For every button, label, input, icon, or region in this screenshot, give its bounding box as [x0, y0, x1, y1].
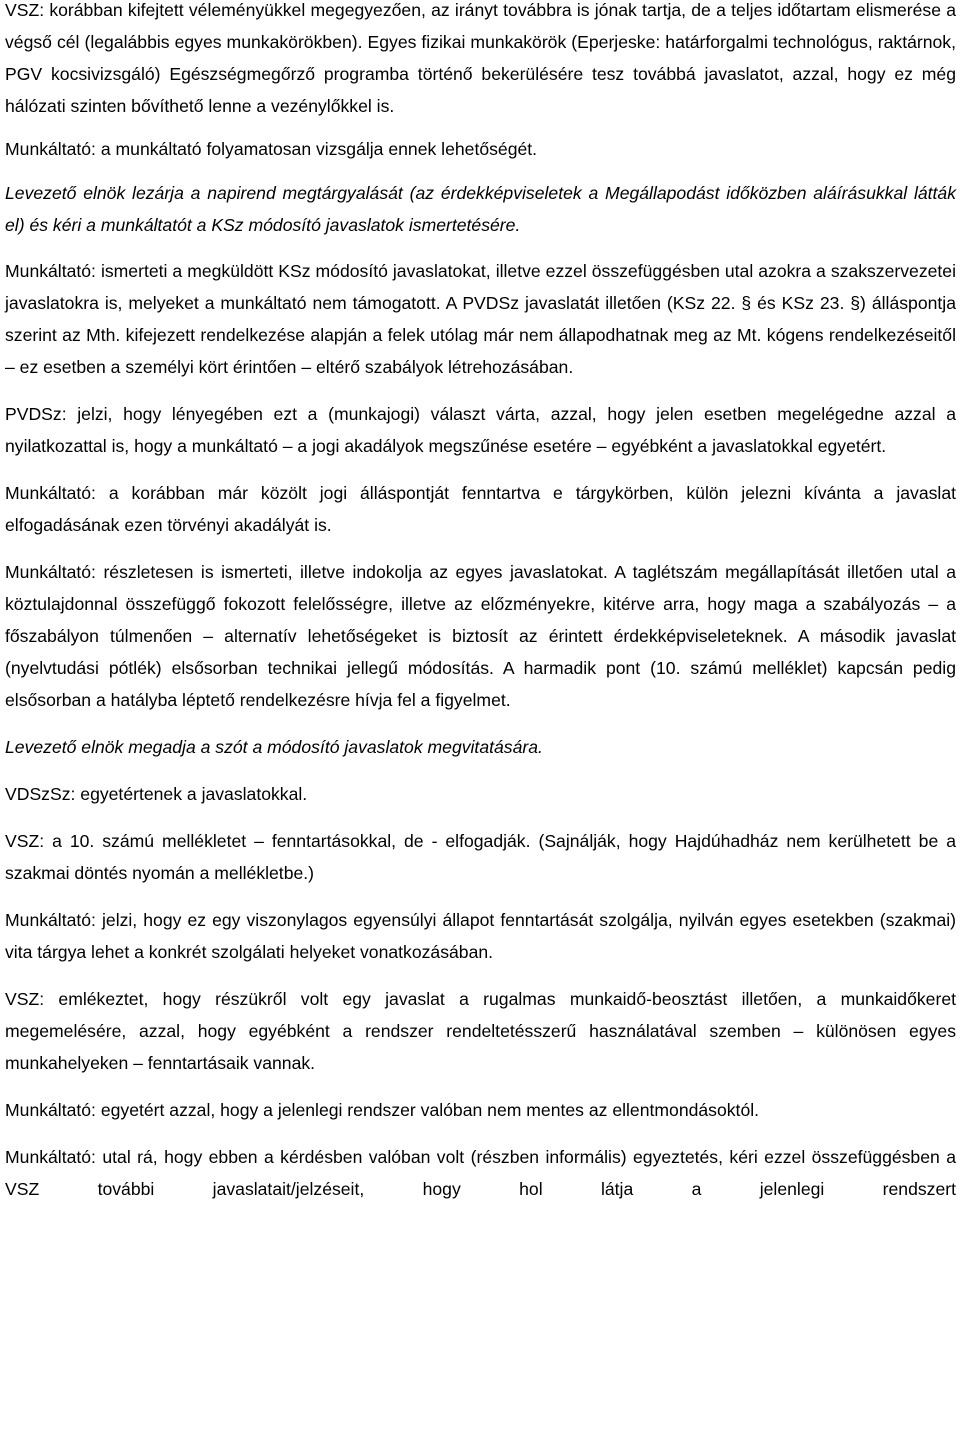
- paragraph-employer-details: Munkáltató: részletesen is ismerteti, illetve indokolja az egyes javaslatokat. A taglétszám megállapítását illetően utal a köztulajdonnal összefüggő fokozott felelősségre, illetve az előzményekre, kitérve arra, hogy maga a szabályozás – a főszabályon túlmenően – alternatív lehetőségeket is biztosít az érintett érdekképviseleteknek. A második javaslat (nyelvtudási pótlék) elsősorban technikai jellegű módosítás. A harmadik pont (10. számú melléklet) kapcsán pedig elsősorban a hatályba léptető rendelkezésre hívja fel a figyelmet.: [5, 562, 956, 710]
- paragraph-employer-refers-consultation: Munkáltató: utal rá, hogy ebben a kérdésben valóban volt (részben informális) egyeztetés, kéri ezzel összefüggésben a VSZ további javaslatait/jelzéseit, hogy hol látja a jelenlegi rendszert: [5, 1147, 956, 1199]
- paragraph-employer-agrees-contradictions: Munkáltató: egyetért azzal, hogy a jelenlegi rendszer valóban nem mentes az ellentmondásoktól.: [5, 1100, 760, 1120]
- paragraph-employer-balance: Munkáltató: jelzi, hogy ez egy viszonylagos egyensúlyi állapot fenntartását szolgálja, nyilván egyes esetekben (szakmai) vita tárgya lehet a konkrét szolgálati helyeket vonatkozásában.: [5, 910, 956, 962]
- paragraph-vdszsz-agree: VDSzSz: egyetértenek a javaslatokkal.: [5, 784, 308, 804]
- paragraph-employer-ksz-proposals: Munkáltató: ismerteti a megküldött KSz módosító javaslatokat, illetve ezzel összefüggésben utal azokra a szakszervezetei javaslatokra is, melyeket a munkáltató nem támogatott. A PVDSz javaslatát illetően (KSz 22. § és KSz 23. §) álláspontja szerint az Mth. kifejezett rendelkezése alapján a felek utólag már nem állapodhatnak meg az Mt. kógens rendelkezéseitől – ez esetben a személyi kört érintően – eltérő szabályok létrehozásában.: [5, 261, 956, 377]
- paragraph-vsz-annex-10: VSZ: a 10. számú mellékletet – fenntartásokkal, de - elfogadják. (Sajnálják, hogy Hajdúhadház nem kerülhetett be a szakmai döntés nyomán a mellékletbe.): [5, 831, 956, 883]
- paragraph-chair-closes-agenda: Levezető elnök lezárja a napirend megtárgyalását (az érdekképviseletek a Megállapodást időközben aláírásukkal látták el) és kéri a munkáltatót a KSz módosító javaslatok ismertetésére.: [5, 183, 956, 235]
- paragraph-vsz-opinion: VSZ: korábban kifejtett véleményükkel megegyezően, az irányt továbbra is jónak tartja, de a teljes időtartam elismerése a végső cél (legalábbis egyes munkakörökben). Egyes fizikai munkakörök (Eperjeske: határforgalmi technológus, raktárnok, PGV kocsivizsgáló) Egészségmegőrző programba történő bekerülésére tesz továbbá javaslatot, azzal, hogy ez még hálózati szinten bővíthető lenne a vezénylőkkel is.: [5, 0, 956, 116]
- paragraph-employer-reply: Munkáltató: a munkáltató folyamatosan vizsgálja ennek lehetőségét.: [5, 139, 538, 159]
- paragraph-employer-legal-position: Munkáltató: a korábban már közölt jogi álláspontját fenntartva e tárgykörben, külön jelezni kívánta a javaslat elfogadásának ezen törvényi akadályát is.: [5, 483, 956, 535]
- paragraph-chair-gives-floor: Levezető elnök megadja a szót a módosító javaslatok megvitatására.: [5, 737, 543, 757]
- paragraph-pvdsz-response: PVDSz: jelzi, hogy lényegében ezt a (munkajogi) választ várta, azzal, hogy jelen esetben megelégedne azzal a nyilatkozattal is, hogy a munkáltató – a jogi akadályok megszűnése esetére – egyébként a javaslatokkal egyetért.: [5, 404, 956, 456]
- document-page: [5, 0, 956, 1205]
- paragraph-vsz-flexible-schedule: VSZ: emlékeztet, hogy részükről volt egy javaslat a rugalmas munkaidő-beosztást illetően, a munkaidőkeret megemelésére, azzal, hogy egyébként a rendszer rendeltetésszerű használatával szemben – különösen egyes munkahelyeken – fenntartásaik vannak.: [5, 989, 956, 1073]
